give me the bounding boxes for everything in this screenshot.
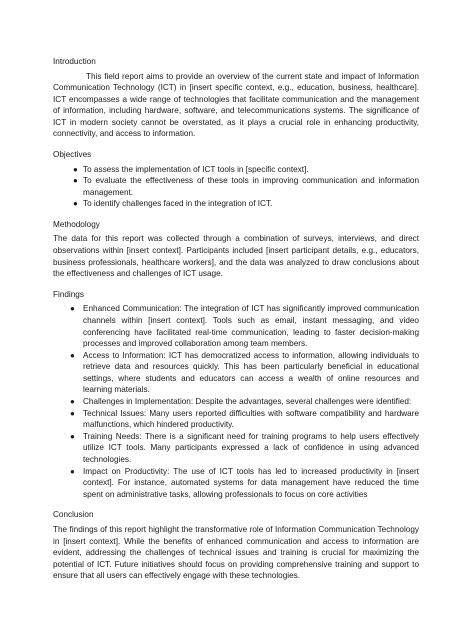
objective-item: ● To evaluate the effectiveness of these tools in improving communication and information management. xyxy=(73,176,419,197)
finding-item: ● Enhanced Communication: The integration of ICT has significantly improved communication channels within [insert context]. Tools such as email, instant messaging, and video conferencing have facilitated real-time communication, leading to faster decision-making processes and improved collaboration among team members. xyxy=(70,304,419,349)
bullet-icon: ● xyxy=(70,431,75,441)
objectives-list xyxy=(53,164,419,210)
bullet-icon: ● xyxy=(70,304,75,314)
introduction-heading: Introduction xyxy=(53,57,96,66)
bullet-icon: ● xyxy=(73,176,78,186)
bullet-icon: ● xyxy=(73,199,78,209)
objectives-heading: Objectives xyxy=(53,150,92,160)
conclusion-heading: Conclusion xyxy=(53,510,94,520)
methodology-paragraph: The data for this report was collected through a combination of surveys, interviews, and direct observations within [insert context]. Participants included [insert participant details, e.g., educators, business professionals, healthcare workers], and the data was analyzed to draw conclusions about the effectiveness and challenges of ICT usage. xyxy=(53,234,419,279)
methodology-heading: Methodology xyxy=(53,219,100,229)
bullet-icon: ● xyxy=(70,350,75,360)
finding-item: ● Technical Issues: Many users reported difficulties with software compatibility and hardware malfunctions, which hindered productivity. xyxy=(70,408,419,430)
findings-list xyxy=(53,303,419,500)
document-page xyxy=(53,56,419,591)
introduction-paragraph: This field report aims to provide an overview of the current state and impact of Information Communication Technology (ICT) in [insert specific context, e.g., education, business, healthcare]. ICT encompasses a wide range of technologies that facilitate communication and the management of information, including hardware, software, and telecommunications systems. The significance of ICT in modern society cannot be overstated, as it plays a crucial role in enhancing productivity, connectivity, and access to information. xyxy=(53,71,419,139)
finding-item: ● Training Needs: There is a significant need for training programs to help users effectively utilize ICT tools. Many participants expressed a lack of confidence in using advanced technologies. xyxy=(70,431,419,465)
objective-item: ● To assess the implementation of ICT tools in [specific context]. xyxy=(73,164,309,174)
finding-item: ● Impact on Productivity: The use of ICT tools has led to increased productivity in [insert context]. For instance, automated systems for data management have reduced the time spent on administrative tasks, allowing professionals to focus on core activities xyxy=(70,466,419,499)
finding-item: ● Access to Information: ICT has democratized access to information, allowing individuals to retrieve data and resources quickly. This has been particularly beneficial in educational settings, where students and educators can access a wealth of online resources and learning materials. xyxy=(70,350,419,395)
bullet-icon: ● xyxy=(70,397,75,407)
findings-heading: Findings xyxy=(53,289,84,299)
bullet-icon: ● xyxy=(73,164,78,174)
bullet-icon: ● xyxy=(70,466,75,476)
objective-item: ● To identify challenges faced in the integration of ICT. xyxy=(73,199,273,209)
bullet-icon: ● xyxy=(70,408,75,418)
finding-item: ● Challenges in Implementation: Despite the advantages, several challenges were identified: xyxy=(70,397,412,407)
conclusion-paragraph: The findings of this report highlight the transformative role of Information Communication Technology in [insert context]. While the benefits of enhanced communication and access to information are evident, addressing the challenges of technical issues and training is crucial for maximizing the potential of ICT. Future initiatives should focus on providing comprehensive training and support to ensure that all users can effectively engage with these technologies. xyxy=(53,524,419,581)
